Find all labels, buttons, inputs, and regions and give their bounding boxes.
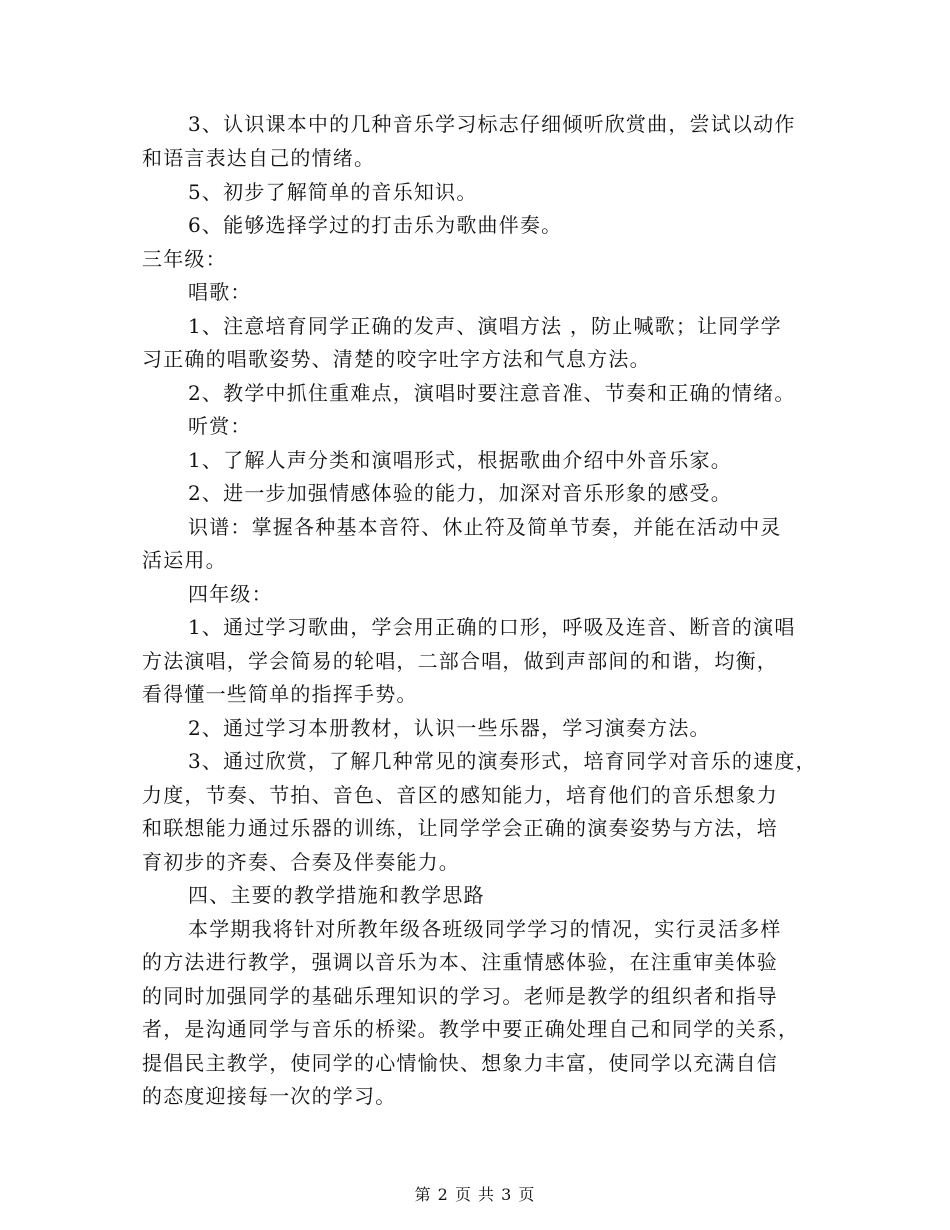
section-heading: 四、主要的教学措施和教学思路 xyxy=(188,883,485,907)
text-line: 的同时加强同学的基础乐理知识的学习。老师是教学的组织者和指导 xyxy=(142,984,778,1008)
text-line: 1、了解人声分类和演唱形式，根据歌曲介绍中外音乐家。 xyxy=(188,448,732,472)
text-line: 提倡民主教学，使同学的心情愉快、想象力丰富，使同学以充满自信 xyxy=(142,1051,778,1075)
text-line: 本学期我将针对所教年级各班级同学学习的情况，实行灵活多样 xyxy=(188,917,782,941)
text-line: 活运用。 xyxy=(142,548,227,572)
text-line: 2、进一步加强情感体验的能力，加深对音乐形象的感受。 xyxy=(188,481,732,505)
subsection-heading: 听赏： xyxy=(188,414,252,438)
text-line: 1、通过学习歌曲，学会用正确的口形，呼吸及连音、断音的演唱 xyxy=(188,615,796,639)
text-line: 3、认识课本中的几种音乐学习标志仔细倾听欣赏曲，尝试以动作 xyxy=(188,112,796,136)
subsection-heading: 唱歌： xyxy=(188,280,252,304)
section-heading: 四年级： xyxy=(188,582,273,606)
text-line: 的态度迎接每一次的学习。 xyxy=(142,1084,397,1108)
text-line: 的方法进行教学，强调以音乐为本、注重情感体验，在注重审美体验 xyxy=(142,950,778,974)
text-line: 6、能够选择学过的打击乐为歌曲伴奏。 xyxy=(188,213,563,237)
text-line: 3、通过欣赏，了解几种常见的演奏形式，培育同学对音乐的速度， xyxy=(188,749,817,773)
text-line: 1、注意培育同学正确的发声、演唱方法 ，防止喊歌；让同学学 xyxy=(188,314,782,338)
text-line: 看得懂一些简单的指挥手势。 xyxy=(142,682,418,706)
text-line: 方法演唱，学会简易的轮唱，二部合唱，做到声部间的和谐，均衡， xyxy=(142,649,778,673)
text-line: 5、初步了解简单的音乐知识。 xyxy=(188,180,478,204)
text-line: 和语言表达自己的情绪。 xyxy=(142,146,376,170)
text-line: 力度，节奏、节拍、音色、音区的感知能力，培育他们的音乐想象力 xyxy=(142,783,778,807)
text-line: 育初步的齐奏、合奏及伴奏能力。 xyxy=(142,850,460,874)
text-line: 2、教学中抓住重难点，演唱时要注意音准、节奏和正确的情绪。 xyxy=(188,381,796,405)
text-line: 和联想能力通过乐器的训练，让同学学会正确的演奏姿势与方法，培 xyxy=(142,816,778,840)
section-heading: 三年级： xyxy=(142,247,227,271)
text-line: 习正确的唱歌姿势、清楚的咬字吐字方法和气息方法。 xyxy=(142,347,651,371)
text-line: 2、通过学习本册教材，认识一些乐器，学习演奏方法。 xyxy=(188,716,711,740)
text-line: 者，是沟通同学与音乐的桥梁。教学中要正确处理自己和同学的关系， xyxy=(142,1017,800,1041)
page-number-footer: 第 2 页 共 3 页 xyxy=(414,1185,536,1204)
text-line: 识谱：掌握各种基本音符、休止符及简单节奏，并能在活动中灵 xyxy=(188,515,782,539)
